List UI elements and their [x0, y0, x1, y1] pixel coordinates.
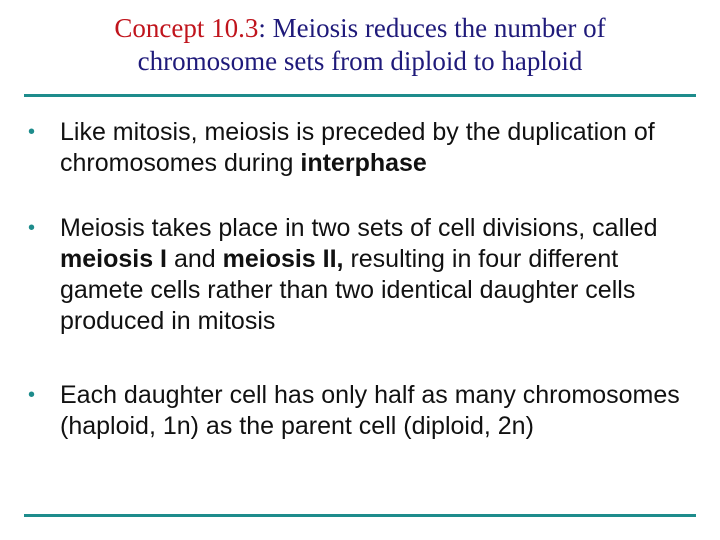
bullet-item: [28, 380, 708, 442]
bullet-bold-term: meiosis II,: [222, 245, 344, 273]
bullet-text: Like mitosis, meiosis is preceded by the duplication of chromosomes during: [60, 118, 655, 177]
bullet-marker: •: [28, 384, 36, 406]
bullet-text: resulting in four different gamete cells rather than two identical daughter cells produced in mitosis: [60, 245, 636, 335]
bullet-item: [28, 117, 708, 179]
bullet-text: Each daughter cell has only half as many chromosomes (haploid, 1n) as the parent cell (diploid, 2n): [60, 381, 680, 440]
bottom-divider: [24, 514, 696, 517]
title-line-2: chromosome sets from diploid to haploid: [137, 46, 583, 76]
bullet-text: and: [167, 245, 223, 273]
title-line-1: [0, 12, 720, 45]
concept-label: Concept 10.3: [114, 13, 259, 43]
title-text-1: Meiosis reduces the number of: [265, 13, 606, 43]
bullet-item: [28, 213, 708, 337]
bullet-marker: •: [28, 217, 36, 239]
bullet-bold-term: meiosis I: [60, 245, 167, 273]
bullet-text: Meiosis takes place in two sets of cell divisions, called: [60, 214, 658, 242]
bullet-marker: •: [28, 121, 36, 143]
bullet-bold-term: interphase: [300, 149, 427, 177]
title-separator: :: [258, 13, 266, 43]
slide-title: [0, 12, 720, 78]
top-divider: [24, 94, 696, 97]
